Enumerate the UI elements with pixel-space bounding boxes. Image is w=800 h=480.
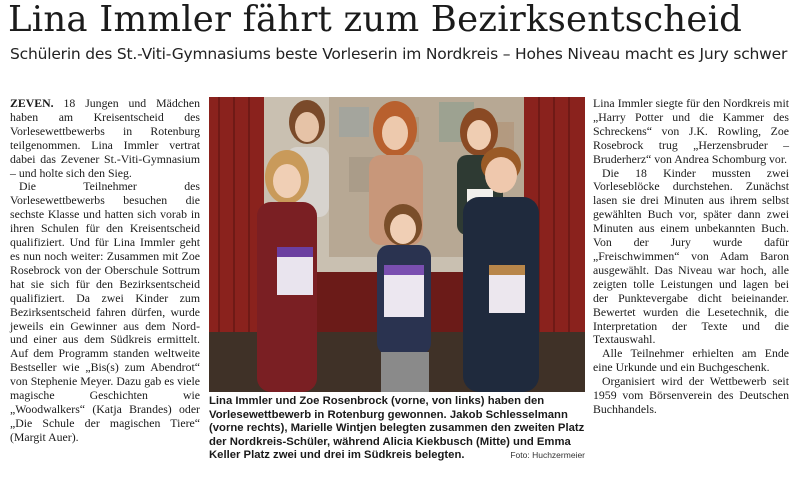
article-column-3 bbox=[593, 97, 789, 417]
paragraph-6: Organisiert wird der Wettbewerb seit 1959 vom Börsenverein des Deutschen Buchhandels. bbox=[593, 374, 789, 416]
photo-illustration bbox=[209, 97, 585, 392]
paragraph-1-text: 18 Jungen und Mädchen haben am Kreisentscheid des Vorlesewettbewerbs in Rotenburg teilgenommen. Lina Immler vertrat dabei das Zevener St.-Viti-Gymnasium – und holte sich den Sieg. bbox=[10, 96, 201, 180]
photo-caption: Lina Immler und Zoe Rosenbrock (vorne, von links) haben den Vorlesewettbewerb in Rotenburg gewonnen. Jakob Schlesselmann (vorne rechts), Marielle Wintjen belegten zusammen den zweiten Platz der Nordkreis-Schüler, während Alicia Kiekbusch (Mitte) und Emma Keller Platz zwei und drei im Südkreis belegten. bbox=[209, 395, 585, 462]
subheadline: Schülerin des St.-Viti-Gymnasiums beste Vorleserin im Nordkreis – Hohes Niveau macht es Jury schwer bbox=[10, 45, 788, 63]
article-column-1 bbox=[10, 97, 200, 445]
photo-credit: Foto: Huchzermeier bbox=[510, 450, 585, 460]
paragraph-4: Die 18 Kinder mussten zwei Vorleseblöcke durchstehen. Zunächst lasen sie drei Minuten aus ihrem selbst gewählten Buch vor, später dann zwei Minuten aus einem unbekannten Buch. Von der Jury wurde dafür „Freischwimmen“ von Adam Baron ausgewählt. Das Niveau war hoch, alle zeigten tolle Leistungen und lagen bei der Punktevergabe dicht beieinander. Bewertet wurden die Lesetechnik, die Interpretation der Texte und die Textauswahl. bbox=[593, 165, 789, 347]
paragraph-2: Die Teilnehmer des Vorlesewettbewerbs besuchen die sechste Klasse und hatten sich vorab in ihren Schulen für den Kreisentscheid qualifiziert. Und für Lina Immler geht es nun noch weiter: Zusammen mit Zoe Rosebrock von der Oberschule Sottrum hat sie sich für den Bezirksentscheid qualifiziert. Da zwei Kinder zum Bezirksentscheid fahren dürfen, wurde jeweils ein Gewinner aus dem Nord- und einer aus dem Südkreis ermittelt. Auf dem Programm standen weltweite Bestseller wie „Bis(s) zum Abendrot“ von Stephenie Meyer. Dazu gab es viele magische Geschichten wie „Woodwalkers“ (Katja Brandes) oder „Die Schule der magischen Tiere“ (Margit Auer). bbox=[10, 179, 200, 444]
headline: Lina Immler fährt zum Bezirksentscheid bbox=[8, 0, 743, 40]
paragraph-3: Lina Immler siegte für den Nordkreis mit „Harry Potter und die Kammer des Schreckens“ von J.K. Rowling, Zoe Rosebrock trug „Herzensbruder – Bruderherz“ von Andrea Schomburg vor. bbox=[593, 96, 789, 166]
group-photo bbox=[209, 97, 585, 392]
dateline: ZEVEN. bbox=[10, 96, 54, 110]
paragraph-1 bbox=[10, 97, 200, 180]
paragraph-5: Alle Teilnehmer erhielten am Ende eine Urkunde und ein Buchgeschenk. bbox=[593, 346, 789, 375]
